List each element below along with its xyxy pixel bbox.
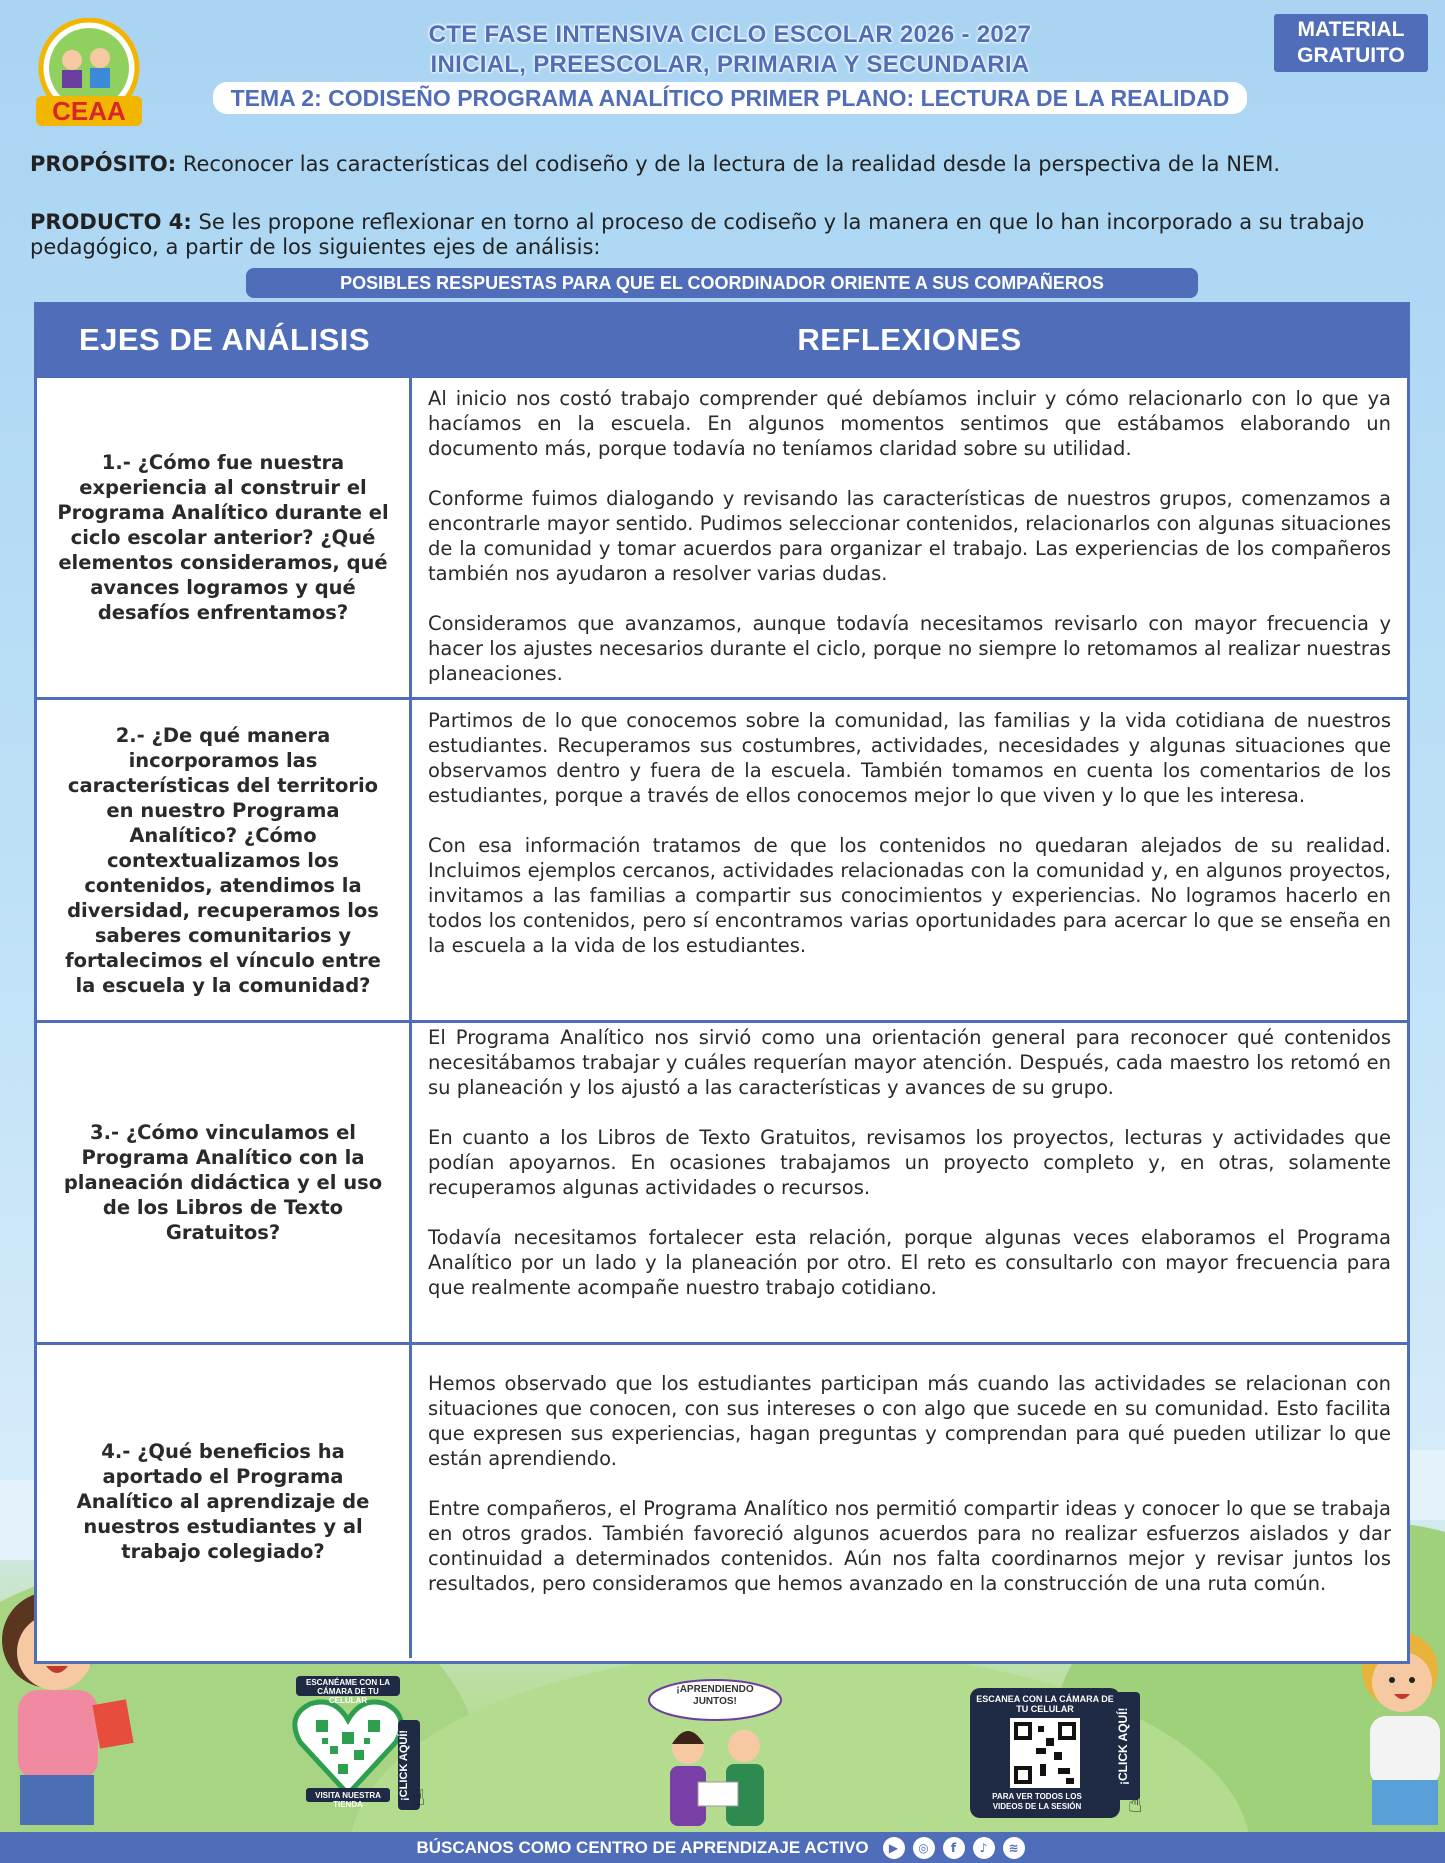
product-paragraph (30, 210, 1420, 260)
product-label: PRODUCTO 4: (30, 210, 192, 234)
videos-qr-icon (1010, 1718, 1080, 1788)
purpose-text: Reconocer las características del codiseño y de la lectura de la realidad desde la perspectiva de la NEM. (176, 152, 1280, 176)
table-row (37, 1020, 1407, 1342)
answer-cell (412, 1345, 1407, 1658)
answers-banner: POSIBLES RESPUESTAS PARA QUE EL COORDINADOR ORIENTE A SUS COMPAÑEROS (246, 268, 1198, 298)
answer-paragraph: Al inicio nos costó trabajo comprender qué debíamos incluir y cómo relacionarlo con lo que ya hacíamos en la escuela. En algunos momentos sentimos que estábamos elaborando un documento más, porque todavía no teníamos claridad sobre su utilidad. (428, 387, 1391, 460)
videos-qr-link[interactable] (970, 1688, 1120, 1818)
col-header-reflexiones: REFLEXIONES (797, 322, 1022, 357)
videos-qr-top-label: ESCANEA CON LA CÁMARA DE TU CELULAR (976, 1694, 1114, 1714)
product-text: Se les propone reflexionar en torno al proceso de codiseño y la manera en que lo han incorporado a su trabajo pedagógico, a partir de los siguientes ejes de análisis: (30, 210, 1365, 259)
topic-title: TEMA 2: CODISEÑO PROGRAMA ANALÍTICO PRIMER PLANO: LECTURA DE LA REALIDAD (213, 82, 1248, 114)
table-row (37, 1342, 1407, 1658)
ceaa-logo (30, 18, 148, 130)
page-subtitle: INICIAL, PREESCOLAR, PRIMARIA Y SECUNDARIA (430, 51, 1030, 78)
facebook-icon[interactable]: f (943, 1837, 965, 1859)
answer-paragraph: Consideramos que avanzamos, aunque todavía necesitamos revisarlo con mayor frecuencia y hacer los ajustes necesarios durante el ciclo, porque no siempre lo retomamos al realizar nuestras planeaciones. (428, 612, 1391, 685)
answer-paragraph: Partimos de lo que conocemos sobre la comunidad, las familias y la vida cotidiana de nuestros estudiantes. Recuperamos sus costumbres, actividades, necesidades y algunas situaciones que observamos dentro y fuera de la escuela. También tomamos en cuenta los comentarios de los estudiantes, porque a través de ellos conocemos mejor lo que viven y lo que les interesa. (428, 709, 1391, 807)
question-cell: 4.- ¿Qué beneficios ha aportado el Programa Analítico al aprendizaje de nuestros estudiantes y al trabajo colegiado? (37, 1345, 412, 1658)
logo-text: CEAA (52, 96, 126, 126)
tiktok-icon[interactable]: ♪ (973, 1837, 995, 1859)
page-title: CTE FASE INTENSIVA CICLO ESCOLAR 2026 - 2027 (428, 21, 1032, 48)
answer-paragraph: Todavía necesitamos fortalecer esta relación, porque algunas veces elaboramos el Programa Analítico por un lado y la planeación por otro. El reto es consultarlo con mayor frecuencia para que realmente acompañe nuestro trabajo cotidiano. (428, 1226, 1391, 1299)
footer-text: BÚSCANOS COMO CENTRO DE APRENDIZAJE ACTIVO (416, 1837, 869, 1857)
badge-line2: GRATUITO (1297, 44, 1405, 67)
badge-line1: MATERIAL (1297, 18, 1405, 41)
videos-click-here[interactable]: ¡CLICK AQUÍ! (1116, 1692, 1140, 1800)
question-cell: 2.- ¿De qué manera incorporamos las características del territorio en nuestro Programa Analítico? ¿Cómo contextualizamos los contenidos, atendimos la diversidad, recuperamos los saberes comunitarios y fortalecimos el vínculo entre la escuela y la comunidad? (37, 700, 412, 1020)
answer-cell (412, 378, 1407, 697)
answer-paragraph: En cuanto a los Libros de Texto Gratuitos, revisamos los proyectos, lecturas y actividades que podían apoyarnos. En ocasiones trabajamos un proyecto completo y, en otras, solamente recuperamos algunas actividades o recursos. (428, 1126, 1391, 1199)
store-qr-top-label: ESCANÉAME CON LA CÁMARA DE TU CELULAR (305, 1678, 390, 1705)
table-row (37, 697, 1407, 1020)
youtube-icon[interactable]: ▶ (883, 1837, 905, 1859)
spotify-icon[interactable]: ≋ (1003, 1837, 1025, 1859)
analysis-table (34, 302, 1410, 1664)
answer-paragraph: Entre compañeros, el Programa Analítico nos permitió compartir ideas y conocer lo que se trabaja en otros grados. También favoreció algunos acuerdos para no realizar esfuerzos aislados y dar continuidad a determinados contenidos. Aún nos falta coordinarnos mejor y revisar juntos los resultados, pero consideramos que hemos avanzado en la construcción de una ruta común. (428, 1497, 1391, 1595)
header-titles (170, 20, 1290, 114)
col-header-ejes: EJES DE ANÁLISIS (78, 322, 371, 357)
instagram-icon[interactable]: ◎ (913, 1837, 935, 1859)
question-cell: 1.- ¿Cómo fue nuestra experiencia al construir el Programa Analítico durante el ciclo escolar anterior? ¿Qué elementos consideramos, qué avances logramos y qué desafíos enfrentamos? (37, 378, 412, 697)
speech-bubble-text: ¡APRENDIENDO JUNTOS! (676, 1684, 754, 1707)
purpose-paragraph (30, 152, 1420, 177)
store-qr-bottom-label: VISITA NUESTRA TIENDA (315, 1791, 381, 1809)
table-header (37, 305, 1407, 375)
answer-cell (412, 1023, 1407, 1342)
videos-qr-bottom-label: PARA VER TODOS LOS VIDEOS DE LA SESIÓN (992, 1792, 1082, 1811)
answer-paragraph: Hemos observado que los estudiantes participan más cuando las actividades se relacionan con situaciones que conocen, con sus intereses o con algo que sucede en su comunidad. Esto facilita que expresen sus experiencias, hagan preguntas y comprendan para qué pueden utilizar lo que están aprendiendo. (428, 1372, 1391, 1470)
store-click-here[interactable]: ¡CLICK AQUÍ! (398, 1720, 420, 1810)
answer-cell (412, 700, 1407, 1020)
answer-paragraph: Conforme fuimos dialogando y revisando las características de nuestros grupos, comenzamos a encontrarle mayor sentido. Pudimos seleccionar contenidos, relacionarlos con algunas situaciones de la comunidad y tomar acuerdos para organizar el trabajo. Las experiencias de los compañeros también nos ayudaron a resolver varias dudas. (428, 487, 1391, 585)
table-row (37, 375, 1407, 697)
purpose-label: PROPÓSITO: (30, 152, 177, 176)
question-cell: 3.- ¿Cómo vinculamos el Programa Analítico con la planeación didáctica y el uso de los Libros de Texto Gratuitos? (37, 1023, 412, 1342)
pointer-hand-icon: ☝ (412, 1786, 426, 1811)
store-qr-link[interactable] (292, 1676, 404, 1809)
teachers-illustration (640, 1678, 790, 1830)
footer-bar (0, 1832, 1445, 1863)
answer-paragraph: El Programa Analítico nos sirvió como una orientación general para reconocer qué contenidos necesitábamos trabajar y cuáles requerían mayor atención. Después, cada maestro los retomó en su planeación y los ajustó a las características y avances de su grupo. (428, 1026, 1391, 1099)
free-material-badge (1274, 14, 1428, 72)
pointer-hand-icon: ☝ (1128, 1790, 1143, 1818)
answer-paragraph: Con esa información tratamos de que los contenidos no quedaran alejados de su realidad. Incluimos ejemplos cercanos, actividades relacionadas con la comunidad y, en algunos proyectos, invitamos a las familias a compartir sus conocimientos y experiencias. No logramos hacerlo en todos los contenidos, pero sí encontramos varias oportunidades para acercar lo que se enseña en la escuela a la vida de los estudiantes. (428, 834, 1391, 957)
